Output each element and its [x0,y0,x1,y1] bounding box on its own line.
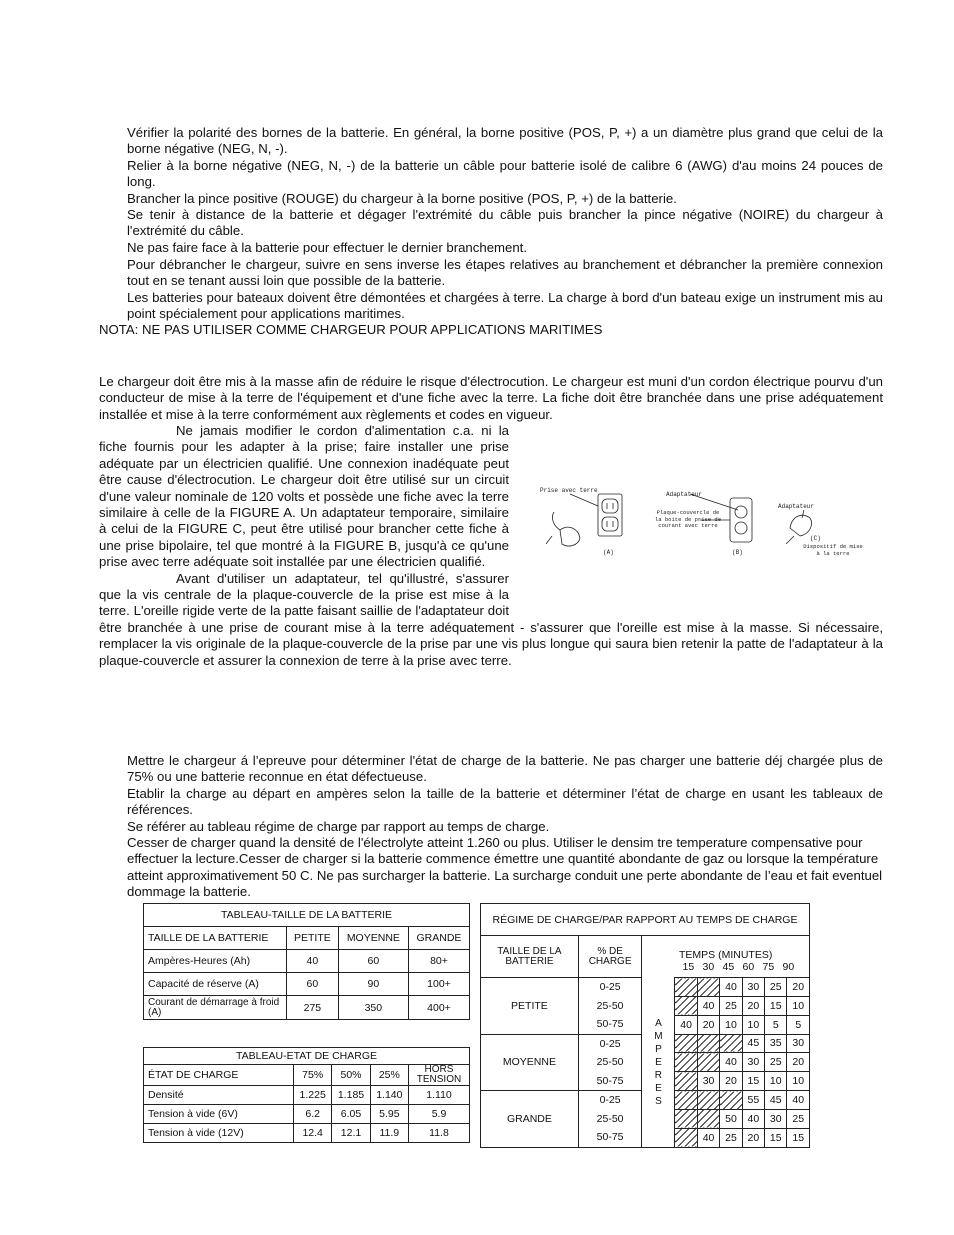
minute-label: 15 [682,960,695,973]
table-cell: 6.05 [332,1105,370,1124]
table-cell: 11.8 [409,1124,470,1143]
th-50: 50% [332,1065,370,1086]
figure-a-caption: (A) [603,549,614,556]
ampere-cell: 20 [742,1128,764,1147]
time-minutes-label: TEMPS (MINUTES) [679,948,773,961]
table-row-label: Tension à vide (12V) [144,1124,294,1143]
hatched-cell [675,978,697,997]
hatched-cell [675,1091,697,1110]
table-cell: 350 [338,996,408,1020]
ampere-cell: 30 [787,1034,810,1053]
table-charge-rate-body [481,978,810,1148]
th-large: GRANDE [408,927,469,950]
ampere-cell: 40 [697,996,719,1015]
battery-size-group: MOYENNE [481,1034,579,1091]
grounding-figure [540,480,875,562]
ampere-cell: 15 [765,996,787,1015]
ampere-cell: 10 [787,1072,810,1091]
minutes-header-row [646,961,805,973]
ampere-cell: 40 [720,978,742,997]
table-charge-state-title: TABLEAU-ETAT DE CHARGE [144,1048,470,1065]
table-battery-size [143,903,470,1020]
th-25: 25% [370,1065,408,1086]
ampere-cell: 10 [765,1072,787,1091]
table-cell: 60 [338,950,408,973]
th-75: 75% [294,1065,332,1086]
ampere-cell: 20 [697,1015,719,1034]
charge-range: 50-75 [596,1018,624,1030]
s1-item-6: Pour débrancher le chargeur, suivre en sens inverse les étapes relatives au branchement et débrancher la première connexion tout en se tenant aussi loin que possible de la batterie. [127,257,883,289]
ampere-cell: 55 [742,1091,764,1110]
ampere-cell: 5 [765,1015,787,1034]
battery-size-group: GRANDE [481,1091,579,1148]
ampere-cell: 15 [787,1128,810,1147]
minute-label: 90 [782,960,795,973]
table-cell: 60 [287,973,339,996]
nota-warning: NOTA: NE PAS UTILISER COMME CHARGEUR POUR APPLICATIONS MARITIMES [99,322,603,337]
s3-item-4: Cesser de charger quand la densité de l'électrolyte atteint 1.260 ou plus. Utiliser le densim tre temperature compensative pour effectuer la lecture.Cesser de charger si la batterie commence émettre une quantité abondante de gaz ou lorsque la température atteint approximativement 50 C. Ne pas surcharger la batterie. La surcharge conduit une perte abondante de l’eau et fait eventuel dommage la batterie. [127,835,883,900]
s3-item-1: Mettre le chargeur á l’epreuve pour déterminer l'état de charge de la batterie. Ne pas charger une batterie déj chargée plus de 75% ou une batterie reconnue en état défectueuse. [127,753,883,785]
figure-b-caption: (B) [732,549,743,556]
ampere-cell: 10 [787,996,810,1015]
table-cell: 90 [338,973,408,996]
ampere-cell: 20 [787,1053,810,1072]
hatched-cell [675,996,697,1015]
hatched-cell [697,1109,719,1128]
s2-paragraph-2-body: Ne jamais modifier le cordon d'alimentation c.a. ni la fiche fournis pour les adapter à la prise; faire installer une prise adéquate par un électricien qualifié. Une connexion inadéquate peut être cause d'électrocution. Le chargeur doit être utilisé sur un circuit d'une valeur nominale de 120 volts et possède une fiche avec la terre similaire à celle de la FIGURE A. Un adaptateur temporaire, similaire à celui de la FIGURE C, peut être utilisé pour brancher cette fiche à une prise bipolaire, tel que montré à la FIGURE B, jusqu'à ce qu'une prise avec terre adéquate soit installée par une électricien qualifié. [99,423,509,570]
charge-range: 25-50 [596,999,624,1012]
s2-paragraph-3-body: Avant d'utiliser un adaptateur, tel qu'illustré, s'assurer que la vis centrale de la plaque-couvercle de la prise est mise à la terre. L'oreille rigide verte de la patte faisant saillie de l'adaptateur doit être branchée à une prise de courant mise à la terre adéquatement - s'assurer que l'oreille est mise à la masse. Si nécessaire, remplacer la vis originale de la plaque-couvercle de la prise par une vis plus longue qui saura bien retenir la patte de l'adaptateur à la plaque-couvercle et assurer la connexion de terre à la prise avec terre. [99,570,883,668]
s1-item-7: Les batteries pour bateaux doivent être démontées et chargées à terre. La charge à bord d'un bateau exige un instrument mis au point spécialement pour applications maritimes. [127,290,883,322]
s1-item-4: Se tenir à distance de la batterie et dégager l'extrémité du câble puis brancher la pince négative (NOIRE) du chargeur à l'extrémité du câble. [127,207,883,239]
th-state: ÉTAT DE CHARGE [144,1065,294,1086]
hatched-cell [697,1091,719,1110]
ampere-cell: 25 [765,1053,787,1072]
ampere-cell: 20 [742,996,764,1015]
charge-range: 50-75 [596,1074,624,1087]
ampere-cell: 25 [720,996,742,1015]
ampere-cell: 35 [765,1034,787,1053]
ampere-cell: 20 [787,978,810,997]
table-cell: 6.2 [294,1105,332,1124]
ampere-cell: 45 [742,1034,764,1053]
minute-label: 75 [762,960,775,973]
hatched-cell [675,1128,697,1147]
amperes-vertical-label: A M P E R E S [642,978,675,1148]
hatched-cell [675,1034,697,1053]
ampere-cell: 15 [742,1072,764,1091]
minute-label: 45 [722,960,735,973]
figure-c-adapter [786,510,812,544]
ampere-cell: 40 [787,1091,810,1110]
table-cell: 5.9 [409,1105,470,1124]
th-medium: MOYENNE [338,927,408,950]
figure-a-plug-outlet [546,494,622,546]
hatched-cell [697,1034,719,1053]
s1-item-1: Vérifier la polarité des bornes de la batterie. En général, la borne positive (POS, P, +) a un diamètre plus grand que celui de la borne négative (NEG, N, -). [127,125,883,157]
ampere-cell: 30 [742,1053,764,1072]
table-row-label: Densité [144,1086,294,1105]
table-charge-rate-title: RÉGIME DE CHARGE/PAR RAPPORT AU TEMPS DE CHARGE [481,904,810,936]
ampere-cell: 10 [742,1015,764,1034]
th-small: PETITE [287,927,339,950]
charge-range: 50-75 [596,1131,624,1143]
th-time-minutes [642,936,810,978]
th-off: HORS TENSION [409,1065,470,1086]
charge-range: 0-25 [599,1094,621,1106]
ampere-cell: 20 [720,1072,742,1091]
hatched-cell [720,1091,742,1110]
table-battery-size-title: TABLEAU-TAILLE DE LA BATTERIE [144,904,470,927]
s1-item-5: Ne pas faire face à la batterie pour effectuer le dernier branchement. [127,240,528,255]
s1-item-3: Brancher la pince positive (ROUGE) du chargeur à la borne positive (POS, P, +) de la batterie. [127,191,677,206]
hatched-cell [720,1034,742,1053]
ampere-cell: 40 [697,1128,719,1147]
table-cell: 1.140 [370,1086,408,1105]
figure-c-bottom-label: Dispositif de mise à la terre [803,544,863,557]
ampere-cell: 15 [765,1128,787,1147]
s2-paragraph-1: Le chargeur doit être mis à la masse afin de réduire le risque d'électrocution. Le chargeur est muni d'un cordon électrique pourvu d'un conducteur de mise à la terre de l'équipement et d'une fiche avec la terre. La fiche doit être branchée dans une prise adéquatement installée et mise à la terre conformément aux règlements et codes en vigueur. [99,374,883,422]
ampere-cell: 10 [720,1015,742,1034]
ampere-cell: 40 [720,1053,742,1072]
figure-a-top-label: Prise avec terre [540,487,598,494]
table-row-label: Capacité de réserve (A) [144,973,287,996]
table-cell: 1.110 [409,1086,470,1105]
ampere-cell: 30 [765,1109,787,1128]
ampere-cell: 30 [742,978,764,997]
ampere-cell: 25 [787,1109,810,1128]
charge-range: 0-25 [599,981,621,993]
s3-item-2: Etablir la charge au départ en ampères selon la taille de la batterie et déterminer l’état de charge en usant les tableaux de références. [127,786,883,818]
minute-label: 60 [742,960,755,973]
ampere-cell: 25 [720,1128,742,1147]
table-cell: 80+ [408,950,469,973]
hatched-cell [675,1053,697,1072]
figure-c-top-label: Adaptateur [778,503,815,510]
th-size: TAILLE DE LA BATTERIE [144,927,287,950]
table-row-label: Tension à vide (6V) [144,1105,294,1124]
table-row-label: Ampères-Heures (Ah) [144,950,287,973]
table-cell: 12.4 [294,1124,332,1143]
table-charge-state [143,1047,470,1143]
table-cell: 400+ [408,996,469,1020]
th-charge-percent: % DE CHARGE [578,936,642,978]
ampere-cell: 50 [720,1109,742,1128]
battery-size-group: PETITE [481,978,579,1035]
hatched-cell [697,1053,719,1072]
table-cell: 275 [287,996,339,1020]
ampere-cell: 30 [697,1072,719,1091]
charge-range-group [578,1034,642,1091]
minute-label: 30 [702,960,715,973]
figure-c-caption: (C) [810,535,821,542]
charge-range: 0-25 [599,1037,621,1050]
ampere-cell: 25 [765,978,787,997]
figure-b-mid-label: Plaque-couvercle de la boite de prise de courant avec terre [654,510,721,529]
charge-range: 25-50 [596,1112,624,1125]
table-cell: 40 [287,950,339,973]
hatched-cell [675,1072,697,1091]
table-cell: 12.1 [332,1124,370,1143]
ampere-cell: 45 [765,1091,787,1110]
table-charge-rate [480,903,810,1148]
th-battery-size: TAILLE DE LA BATTERIE [481,936,579,978]
table-row-label: Courant de démarrage à froid (A) [144,996,287,1020]
ampere-cell: 40 [742,1109,764,1128]
s3-item-3: Se référer au tableau régime de charge par rapport au temps de charge. [127,819,550,834]
table-cell: 1.225 [294,1086,332,1105]
table-cell: 100+ [408,973,469,996]
figure-b-top-label: Adaptateur [666,491,703,498]
hatched-cell [697,978,719,997]
table-cell: 11.9 [370,1124,408,1143]
charge-range-group [578,1091,642,1148]
figure-c-bottom-label-box [802,544,864,562]
table-cell: 1.185 [332,1086,370,1105]
ampere-cell: 40 [675,1015,697,1034]
ampere-cell: 5 [787,1015,810,1034]
charge-range-group [578,978,642,1035]
s1-item-2: Relier à la borne négative (NEG, N, -) de la batterie un câble pour batterie isolé de calibre 6 (AWG) d'au moins 24 pouces de long. [127,158,883,190]
hatched-cell [675,1109,697,1128]
table-cell: 5.95 [370,1105,408,1124]
charge-range: 25-50 [596,1056,624,1068]
figure-b-mid-label-box [652,510,724,546]
